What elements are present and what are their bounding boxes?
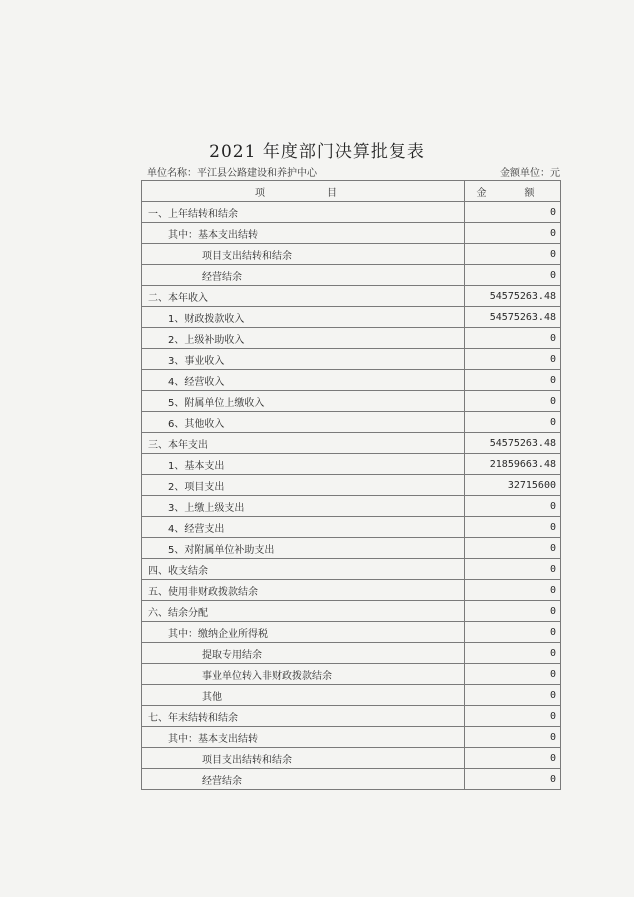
row-item-label: 二、本年收入 (142, 286, 465, 307)
row-item-label: 其他 (142, 685, 465, 706)
row-item-label: 4、经营收入 (142, 370, 465, 391)
row-amount: 0 (465, 538, 561, 559)
row-amount: 0 (465, 496, 561, 517)
row-amount: 0 (465, 244, 561, 265)
row-item-label: 经营结余 (142, 265, 465, 286)
table-row (142, 370, 561, 391)
row-item-label: 五、使用非财政拨款结余 (142, 580, 465, 601)
row-item-label: 2、项目支出 (142, 475, 465, 496)
row-item-label: 六、结余分配 (142, 601, 465, 622)
table-row (142, 685, 561, 706)
row-amount: 32715600 (465, 475, 561, 496)
row-amount: 0 (465, 643, 561, 664)
row-item-label: 5、附属单位上缴收入 (142, 391, 465, 412)
table-body (142, 202, 561, 790)
row-amount: 0 (465, 664, 561, 685)
row-item-label: 其中：基本支出结转 (142, 727, 465, 748)
table-row (142, 517, 561, 538)
table-header-row (142, 181, 561, 202)
row-item-label: 项目支出结转和结余 (142, 748, 465, 769)
table-row (142, 664, 561, 685)
table-row (142, 223, 561, 244)
row-item-label: 项目支出结转和结余 (142, 244, 465, 265)
row-item-label: 3、事业收入 (142, 349, 465, 370)
row-item-label: 其中：缴纳企业所得税 (142, 622, 465, 643)
row-item-label: 5、对附属单位补助支出 (142, 538, 465, 559)
table-row (142, 580, 561, 601)
budget-approval-table (141, 180, 561, 790)
row-amount: 0 (465, 559, 561, 580)
row-amount: 0 (465, 328, 561, 349)
row-item-label: 三、本年支出 (142, 433, 465, 454)
table-row (142, 748, 561, 769)
table-row (142, 559, 561, 580)
table-row (142, 538, 561, 559)
page-title: 2021 年度部门决算批复表 (209, 142, 425, 162)
row-amount: 0 (465, 391, 561, 412)
row-item-label: 4、经营支出 (142, 517, 465, 538)
table-row (142, 454, 561, 475)
row-amount: 0 (465, 727, 561, 748)
amount-column-header: 金 额 (465, 181, 561, 202)
row-amount: 0 (465, 601, 561, 622)
table-row (142, 496, 561, 517)
table-row (142, 727, 561, 748)
currency-unit-label: 金额单位：元 (500, 168, 560, 179)
row-amount: 54575263.48 (465, 307, 561, 328)
row-item-label: 一、上年结转和结余 (142, 202, 465, 223)
row-item-label: 事业单位转入非财政拨款结余 (142, 664, 465, 685)
row-item-label: 其中：基本支出结转 (142, 223, 465, 244)
unit-name-label: 单位名称：平江县公路建设和养护中心 (147, 168, 317, 179)
row-item-label: 经营结余 (142, 769, 465, 790)
row-amount: 0 (465, 265, 561, 286)
row-amount: 0 (465, 223, 561, 244)
table-row (142, 433, 561, 454)
row-amount: 0 (465, 370, 561, 391)
row-amount: 0 (465, 412, 561, 433)
table-row (142, 286, 561, 307)
row-amount: 0 (465, 706, 561, 727)
row-amount: 54575263.48 (465, 433, 561, 454)
table-row (142, 643, 561, 664)
row-amount: 0 (465, 769, 561, 790)
row-item-label: 提取专用结余 (142, 643, 465, 664)
table-row (142, 328, 561, 349)
item-column-header: 项 目 (142, 181, 465, 202)
row-item-label: 七、年末结转和结余 (142, 706, 465, 727)
row-item-label: 6、其他收入 (142, 412, 465, 433)
row-amount: 0 (465, 580, 561, 601)
table-row (142, 244, 561, 265)
row-amount: 54575263.48 (465, 286, 561, 307)
table-row (142, 412, 561, 433)
table-row (142, 475, 561, 496)
table-row (142, 265, 561, 286)
row-amount: 0 (465, 349, 561, 370)
table-row (142, 706, 561, 727)
table-row (142, 769, 561, 790)
row-item-label: 2、上级补助收入 (142, 328, 465, 349)
row-amount: 0 (465, 517, 561, 538)
table-row (142, 391, 561, 412)
table-row (142, 349, 561, 370)
table-row (142, 202, 561, 223)
row-amount: 21859663.48 (465, 454, 561, 475)
row-item-label: 1、财政拨款收入 (142, 307, 465, 328)
row-item-label: 四、收支结余 (142, 559, 465, 580)
row-amount: 0 (465, 202, 561, 223)
row-amount: 0 (465, 685, 561, 706)
table-row (142, 601, 561, 622)
row-amount: 0 (465, 748, 561, 769)
row-item-label: 3、上缴上级支出 (142, 496, 465, 517)
table-row (142, 307, 561, 328)
row-amount: 0 (465, 622, 561, 643)
table-row (142, 622, 561, 643)
row-item-label: 1、基本支出 (142, 454, 465, 475)
